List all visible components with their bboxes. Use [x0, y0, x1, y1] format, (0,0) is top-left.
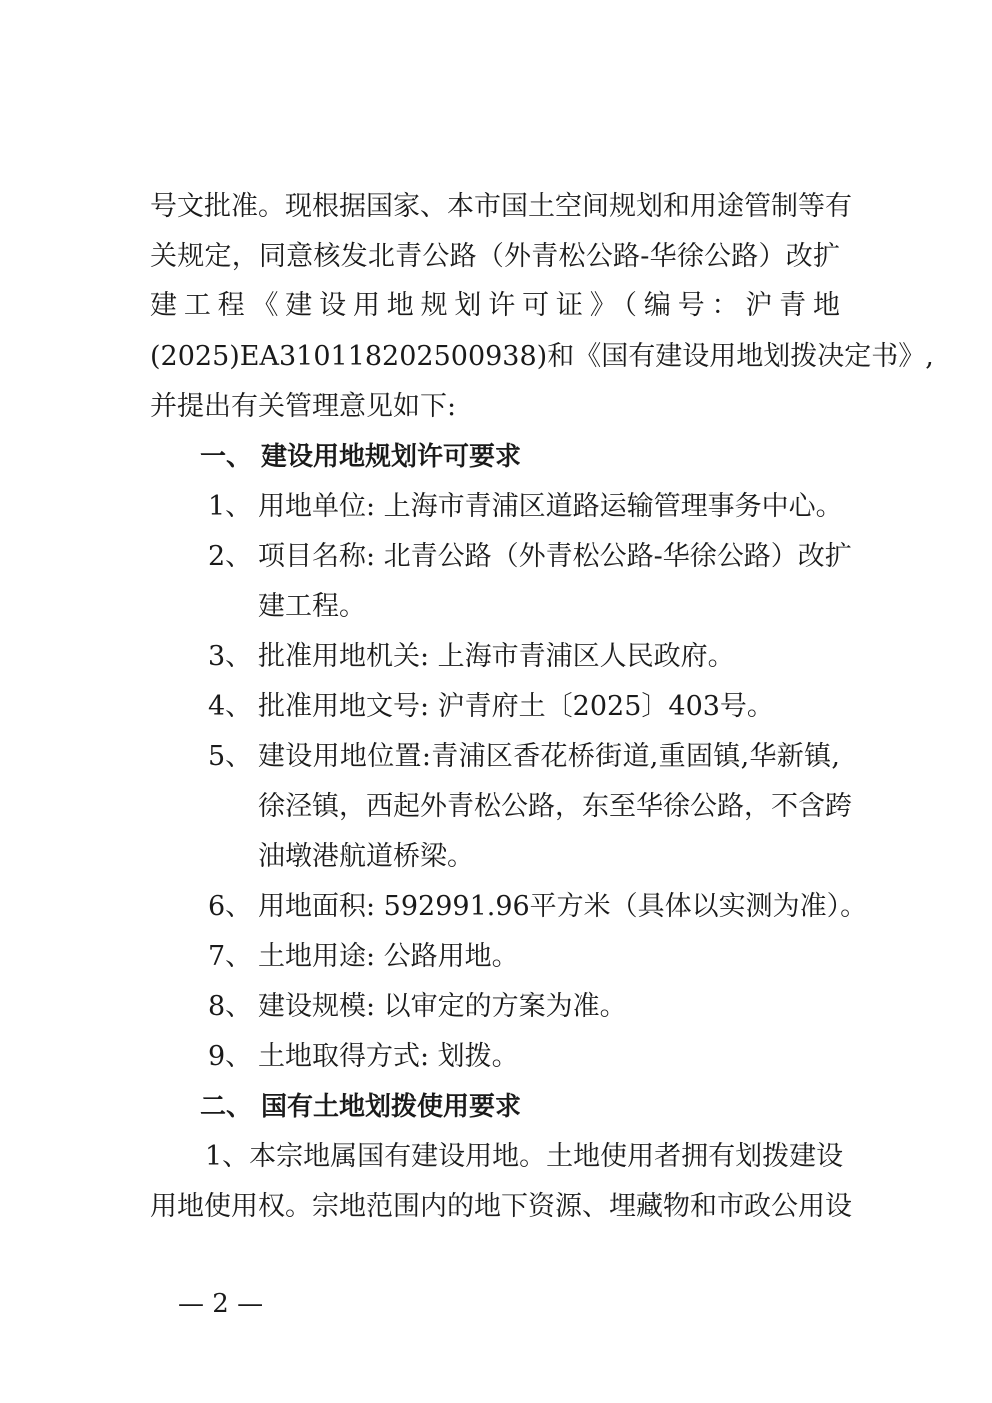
list-item-text: 批准用地文号: 沪青府土〔2025〕403号。 [258, 691, 774, 722]
list-item-text: 土地取得方式: 划拨。 [258, 1041, 519, 1072]
list-item-number: 4、 [208, 691, 253, 722]
section-heading-2: 二、 国有土地划拨使用要求 [200, 1092, 522, 1122]
intro-line: 建工程《建设用地规划许可证》（编号：沪青地 [150, 290, 840, 321]
list-item-number: 8、 [208, 991, 253, 1022]
list-item-number: 2、 [208, 541, 253, 572]
list-item-number: 9、 [208, 1041, 253, 1072]
list-item-number: 1、 [208, 491, 253, 522]
section-heading-1: 一、 建设用地规划许可要求 [200, 442, 522, 472]
list-item-text: 油墩港航道桥梁。 [258, 841, 474, 872]
list-item-text: 建工程。 [258, 591, 366, 622]
list-item-number: 6、 [208, 891, 253, 922]
list-item-number: 3、 [208, 641, 253, 672]
list-item-text: 用地面积: 592991.96平方米（具体以实测为准）。 [258, 891, 868, 922]
list-item-text: 建设规模: 以审定的方案为准。 [258, 991, 627, 1022]
page-number: — 2 — [178, 1289, 264, 1319]
paragraph-line: 1、本宗地属国有建设用地。土地使用者拥有划拨建设 [205, 1141, 844, 1172]
intro-line: 关规定，同意核发北青公路（外青松公路-华徐公路）改扩 [150, 241, 840, 272]
list-item-number: 7、 [208, 941, 253, 972]
list-item-text: 用地单位: 上海市青浦区道路运输管理事务中心。 [258, 491, 843, 522]
list-item-text: 土地用途: 公路用地。 [258, 941, 519, 972]
list-item-text: 建设用地位置:青浦区香花桥街道,重固镇,华新镇, [258, 741, 840, 772]
intro-line: (2025)EA310118202500938)和《国有建设用地划拨决定书》, [150, 341, 934, 372]
list-item-text: 徐泾镇，西起外青松公路，东至华徐公路，不含跨 [258, 791, 852, 822]
list-item-number: 5、 [208, 741, 253, 772]
paragraph-line: 用地使用权。宗地范围内的地下资源、埋藏物和市政公用设 [150, 1191, 852, 1222]
intro-line: 并提出有关管理意见如下: [150, 391, 457, 422]
list-item-text: 批准用地机关: 上海市青浦区人民政府。 [258, 641, 735, 672]
list-item-text: 项目名称: 北青公路（外青松公路-华徐公路）改扩 [258, 541, 852, 572]
intro-line: 号文批准。现根据国家、本市国土空间规划和用途管制等有 [150, 191, 852, 222]
